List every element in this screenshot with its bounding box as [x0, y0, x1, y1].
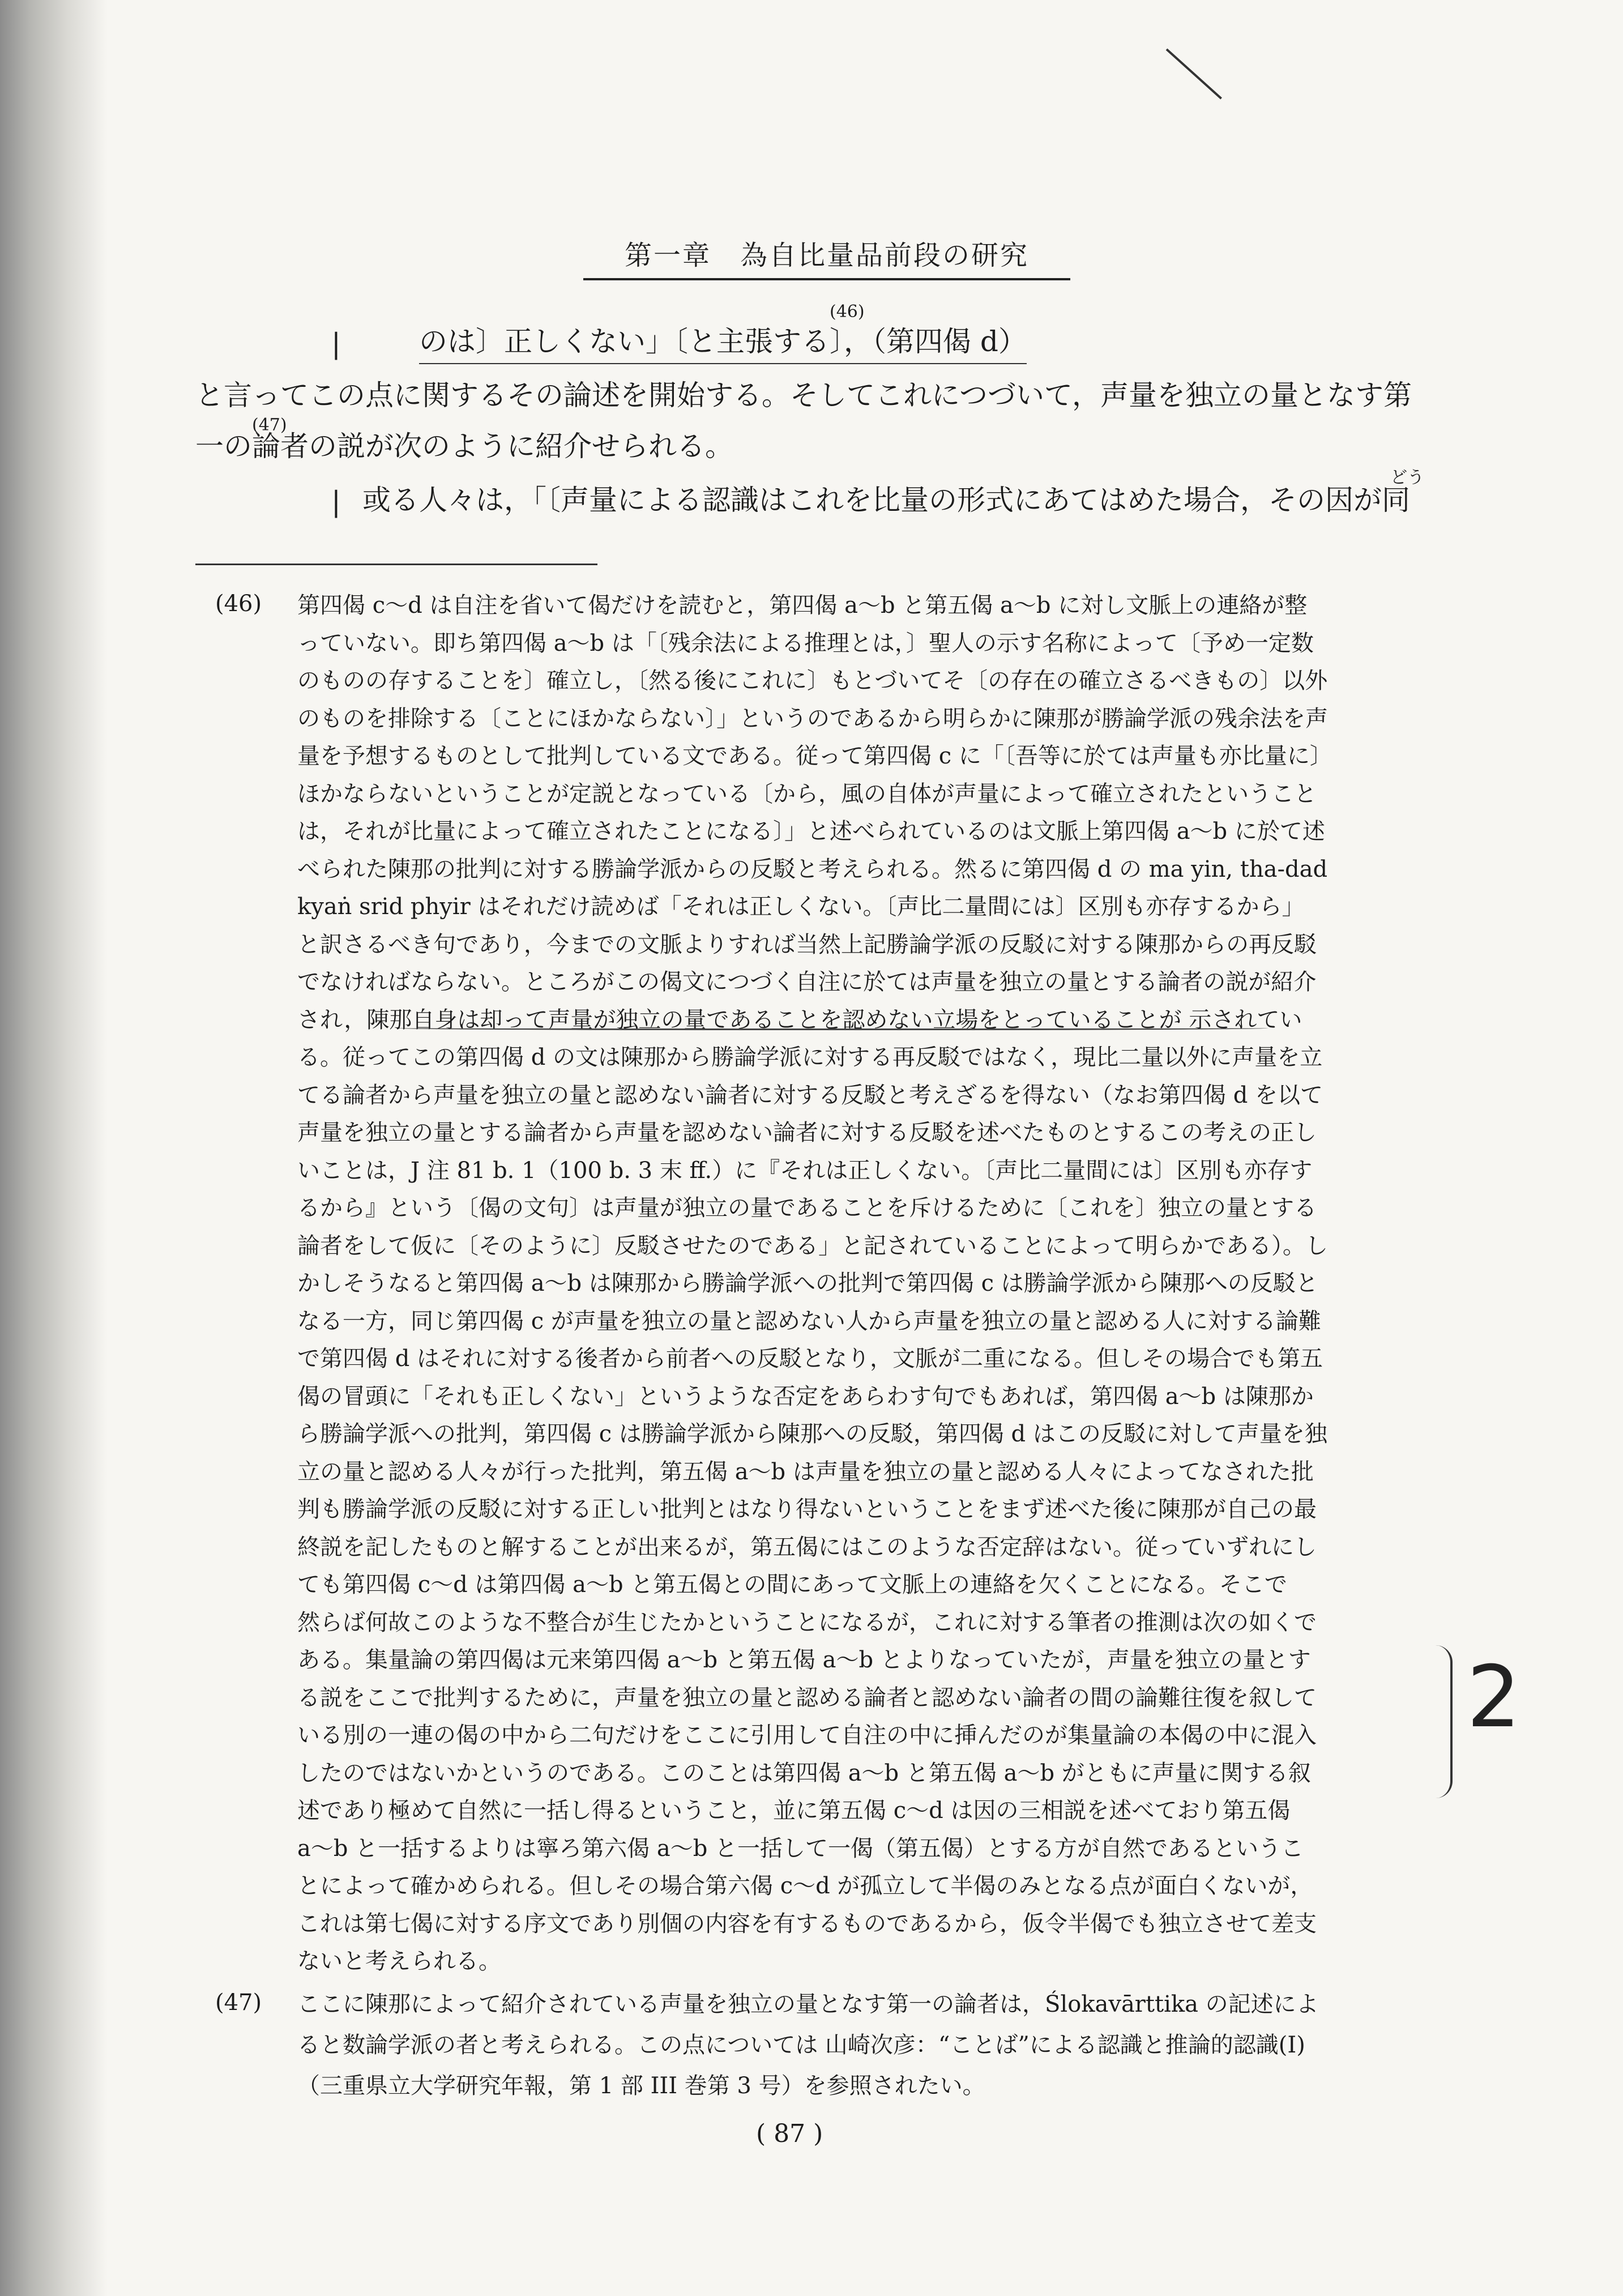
footnote-line: したのではないかというのである。このことは第四偈 a〜b と第五偈 a〜b がともに声量に関する叙 [297, 1760, 1311, 1786]
chapter-heading: 第一章 為自比量品前段の研究 [583, 233, 1070, 280]
handwritten-bracket [1436, 1645, 1453, 1798]
footnote-number-47: (47) [215, 1990, 262, 2016]
footnote-line: っていない。即ち第四偈 a〜b は「〔残余法による推理とは，〕聖人の示す名称によって〔予め一定数 [297, 630, 1314, 656]
footnote-line: これは第七偈に対する序文であり別個の内容を有するものであるから，仮令半偈でも独立させて差支 [297, 1910, 1317, 1937]
footnote-line: 立の量と認める人々が行った批判，第五偈 a〜b は声量を独立の量と認める人々によってなされた批 [297, 1458, 1314, 1485]
footnote-line: のものを排除する〔ことにほかならない〕」というのであるから明らかに陳那が勝論学派の残余法を声 [297, 705, 1328, 732]
footnote-line: （三重県立大学研究年報，第 1 部 III 巻第 3 号）を参照されたい。 [297, 2073, 985, 2099]
footnote-line: ここに陳那によって紹介されている声量を独立の量となす第一の論者は，Ślokavārttika の記述によ [297, 1991, 1319, 2017]
footnote-line: ると数論学派の者と考えられる。この点については 山崎次彦：“ことば”による認識と推論的認識(I) [297, 2032, 1305, 2058]
footnote-line: 述であり極めて自然に一括し得るということ，並に第五偈 c〜d は因の三相説を述べており第五偈 [297, 1798, 1291, 1824]
footnote-line: べられた陳那の批判に対する勝論学派からの反駁と考えられる。然るに第四偈 d の ma yin, tha-dad [297, 856, 1328, 882]
footnote-line: 論者をして仮に〔そのように〕反駁させたのである」と記されていることによって明らかである）。し [297, 1232, 1328, 1259]
footnote-line: 偈の冒頭に「それも正しくない」というような否定をあらわす句でもあれば，第四偈 a〜b は陳那か [297, 1383, 1314, 1410]
footnote-line: でなければならない。ところがこの偈文につづく自注に於ては声量を独立の量とする論者の説が紹介 [297, 969, 1317, 995]
footnote-line: ないと考えられる。 [297, 1948, 501, 1974]
body-line-1: と言ってこの点に関するその論述を開始する。そしてこれにつづいて，声量を独立の量となす第 [195, 379, 1412, 412]
footnote-line: で第四偈 d はそれに対する後者から前者への反駁となり，文脈が二重になる。但しその場合でも第五 [297, 1346, 1323, 1372]
footnote-line: るから』という〔偈の文句〕は声量が独立の量であることを斥けるために〔これを〕独立の量とする [297, 1195, 1317, 1221]
footnote-line: ても第四偈 c〜d は第四偈 a〜b と第五偈との間にあって文脈上の連絡を欠くことになる。そこで [297, 1572, 1287, 1598]
footnote-line: かしそうなると第四偈 a〜b は陳那から勝論学派への批判で第四偈 c は勝論学派から陳那への反駁と [297, 1270, 1318, 1296]
footnote-line: 声量を独立の量とする論者から声量を認めない論者に対する反駁を述べたものとするこの考えの正し [297, 1120, 1317, 1146]
footnote-line: 判も勝論学派の反駁に対する正しい批判とはなり得ないということをまず述べた後に陳那が自己の最 [297, 1496, 1317, 1522]
quote-bar: | [331, 327, 341, 360]
footnote-divider [195, 564, 597, 565]
ruby-do: どう [1390, 468, 1424, 488]
footnote-line: 終説を記したものと解することが出来るが，第五偈にはこのような否定辞はない。従っていずれにし [297, 1534, 1317, 1560]
quote-line: のは〕正しくない」〔と主張する〕，（第四偈 d） [419, 320, 1027, 364]
quote-bar-2: | [331, 485, 341, 518]
footnote-line: 第四偈 c〜d は自注を省いて偈だけを読むと，第四偈 a〜b と第五偈 a〜b に対し文脈上の連絡が整 [297, 592, 1308, 618]
footnote-ref-47: (47) [252, 415, 287, 435]
handwritten-mark: 2 [1467, 1648, 1521, 1747]
footnote-number-46: (46) [215, 591, 262, 617]
body-line-2: 一の論者の説が次のように紹介せられる。 [195, 430, 733, 463]
footnote-line: 量を予想するものとして批判している文である。従って第四偈 c に「〔吾等に於ては声量も亦比量に〕 [297, 743, 1332, 769]
handwritten-underline [396, 1025, 1268, 1030]
page-number: ( 87 ) [756, 2119, 823, 2148]
footnote-line: いる別の一連の偈の中から二句だけをここに引用して自注の中に挿んだのが集量論の本偈の中に混入 [297, 1722, 1317, 1748]
footnote-line: とによって確かめられる。但しその場合第六偈 c〜d が孤立して半偈のみとなる点が面白くないが， [297, 1873, 1313, 1899]
footnote-line: のものの存することを〕確立し，〔然る後にこれに〕もとづいてそ〔の存在の確立さるべきもの〕以外 [297, 668, 1328, 694]
footnote-line: され，陳那自身は却って声量が独立の量であることを認めない立場をとっていることが 示されてい [297, 1006, 1302, 1033]
footnote-line: てる論者から声量を独立の量と認めない論者に対する反駁と考えざるを得ない（なお第四偈 d を以て [297, 1082, 1323, 1108]
footnote-line: a〜b と一括するよりは寧ろ第六偈 a〜b と一括して一偈（第五偈）とする方が自然であるというこ [297, 1835, 1304, 1862]
footnote-line: る説をここで批判するために，声量を独立の量と認める論者と認めない論者の間の論難往復を叙して [297, 1684, 1317, 1711]
footnote-line: 然らば何故このような不整合が生じたかということになるが，これに対する筆者の推測は次の如くで [297, 1609, 1317, 1636]
footnote-line: ら勝論学派への批判，第四偈 c は勝論学派から陳那への反駁，第四偈 d はこの反駁に対して声量を独 [297, 1421, 1327, 1447]
footnote-line: は，それが比量によって確立されたことになる〕」と述べられているのは文脈上第四偈 a〜b に於て述 [297, 818, 1325, 844]
body-line-3: 或る人々は，「〔声量による認識はこれを比量の形式にあてはめた場合，その因が同 [362, 484, 1410, 517]
footnote-line: kyaṅ srid phyir はそれだけ読めば「それは正しくない。〔声比二量間には〕区別も亦存するから」 [297, 894, 1305, 920]
footnote-line: ほかならないということが定説となっている〔から，風の自体が声量によって確立されたということ [297, 780, 1317, 807]
footnote-line: いことは，J 注 81 b. 1（100 b. 3 末 ff.）に『それは正しくない。〔声比二量間には〕区別も亦存す [297, 1157, 1313, 1184]
footnote-line: と訳さるべき句であり，今までの文脈よりすれば当然上記勝論学派の反駁に対する陳那からの再反駁 [297, 931, 1317, 958]
footnote-line: なる一方，同じ第四偈 c が声量を独立の量と認めない人から声量を独立の量と認める人に対する論難 [297, 1308, 1321, 1334]
scan-shadow [0, 0, 108, 2296]
footnote-line: ある。集量論の第四偈は元来第四偈 a〜b と第五偈 a〜b とよりなっていたが，声量を独立の量とす [297, 1647, 1311, 1673]
footnote-line: る。従ってこの第四偈 d の文は陳那から勝論学派に対する再反駁ではなく，現比二量以外に声量を立 [297, 1044, 1323, 1070]
footnote-ref-46: (46) [830, 302, 865, 322]
pen-stroke [1166, 49, 1222, 100]
